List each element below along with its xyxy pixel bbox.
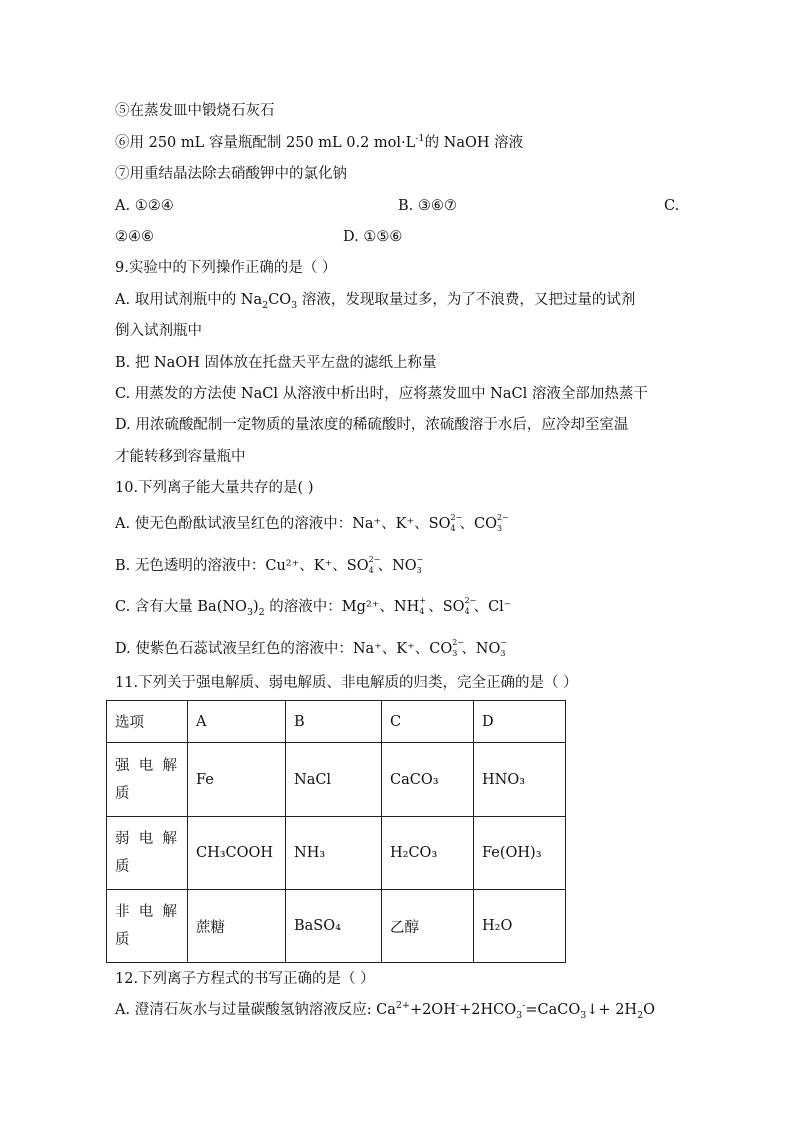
q11-stem: 11.下列关于强电解质、弱电解质、非电解质的归类，完全正确的是（ ） [115,675,578,691]
table-cell: NH₃ [286,817,382,890]
q10-option-c[interactable]: C. 含有大量 $Ba(NO_3)_2$ 的溶液中：Mg²⁺、NH + 4 、SO 2− 4 、Cl⁻ [115,596,512,618]
table-cell: CH₃COOH [188,817,286,890]
table-header-cell: A [188,701,286,743]
q9-option-b[interactable]: B. 把 NaOH 固体放在托盘天平左盘的滤纸上称量 [115,355,437,371]
table-cell: HNO₃ [474,743,566,817]
q12-option-a[interactable]: A. 澄清石灰水与过量碳酸氢钠溶液反应: $Ca^{2+}+2OH^-+2HCO_3^-=CaCO_3↓+ 2H_2O$ [115,1000,655,1021]
q10-option-b[interactable]: B. 无色透明的溶液中：Cu²⁺、K⁺、SO 2− 4 、NO − 3 [115,555,424,575]
q9-stem: 9.实验中的下列操作正确的是（ ） [115,260,337,276]
table-row [107,890,566,963]
q9-option-c[interactable]: C. 用蒸发的方法使 NaCl 从溶液中析出时，应将蒸发皿中 NaCl 溶液全部加热蒸干 [115,386,648,402]
table-row [107,817,566,890]
table-cell: NaCl [286,743,382,817]
q8-option-c-label[interactable]: C. [664,198,680,214]
item-6: ⑥用 250 mL 容量瓶配制 250 mL 0.2 $mol\cdot L^{-1}$的 NaOH 溶液 [115,133,524,151]
q9-option-d-cont: 才能转移到容量瓶中 [115,449,246,465]
q9-option-a[interactable]: A. 取用试剂瓶中的 $Na_2CO_3$ 溶液，发现取量过多，为了不浪费，又把过量的试剂 [115,292,636,311]
q10-stem: 10.下列离子能大量共存的是( ) [115,480,314,496]
row-label: 非 电 解 质 [107,890,188,963]
q8-option-b[interactable]: B. ③⑥⑦ [398,198,457,214]
table-header-cell: B [286,701,382,743]
q8-option-c-text[interactable]: ②④⑥ [115,229,154,245]
table-header-cell: 选项 [107,701,188,743]
table-cell: H₂CO₃ [382,817,474,890]
q12-stem: 12.下列离子方程式的书写正确的是（ ） [115,971,375,987]
table-header-row [107,701,566,743]
table-header-cell: D [474,701,566,743]
q9-option-a-cont: 倒入试剂瓶中 [115,323,202,339]
q8-option-a[interactable]: A. ①②④ [115,198,174,214]
q10-option-a[interactable]: A. 使无色酚酞试液呈红色的溶液中：Na⁺、K⁺、SO 2− 4 、CO 2− 3 [115,513,509,533]
q11-table [106,700,566,963]
q8-option-d[interactable]: D. ①⑤⑥ [343,229,403,245]
table-header-cell: C [382,701,474,743]
table-cell: 乙醇 [382,890,474,963]
table-cell: H₂O [474,890,566,963]
table-cell: CaCO₃ [382,743,474,817]
table-row [107,743,566,817]
q9-option-d[interactable]: D. 用浓硫酸配制一定物质的量浓度的稀硫酸时，浓硫酸溶于水后，应冷却至室温 [115,417,629,433]
table-cell: Fe(OH)₃ [474,817,566,890]
row-label: 弱 电 解 质 [107,817,188,890]
q10-option-d[interactable]: D. 使紫色石蕊试液呈红色的溶液中：Na⁺、K⁺、CO 2− 3 、NO − 3 [115,638,508,658]
item-7: ⑦用重结晶法除去硝酸钾中的氯化钠 [115,166,347,182]
table-cell: Fe [188,743,286,817]
item-5: ⑤在蒸发皿中锻烧石灰石 [115,103,275,119]
table-cell: BaSO₄ [286,890,382,963]
row-label: 强 电 解 质 [107,743,188,817]
table-cell: 蔗糖 [188,890,286,963]
